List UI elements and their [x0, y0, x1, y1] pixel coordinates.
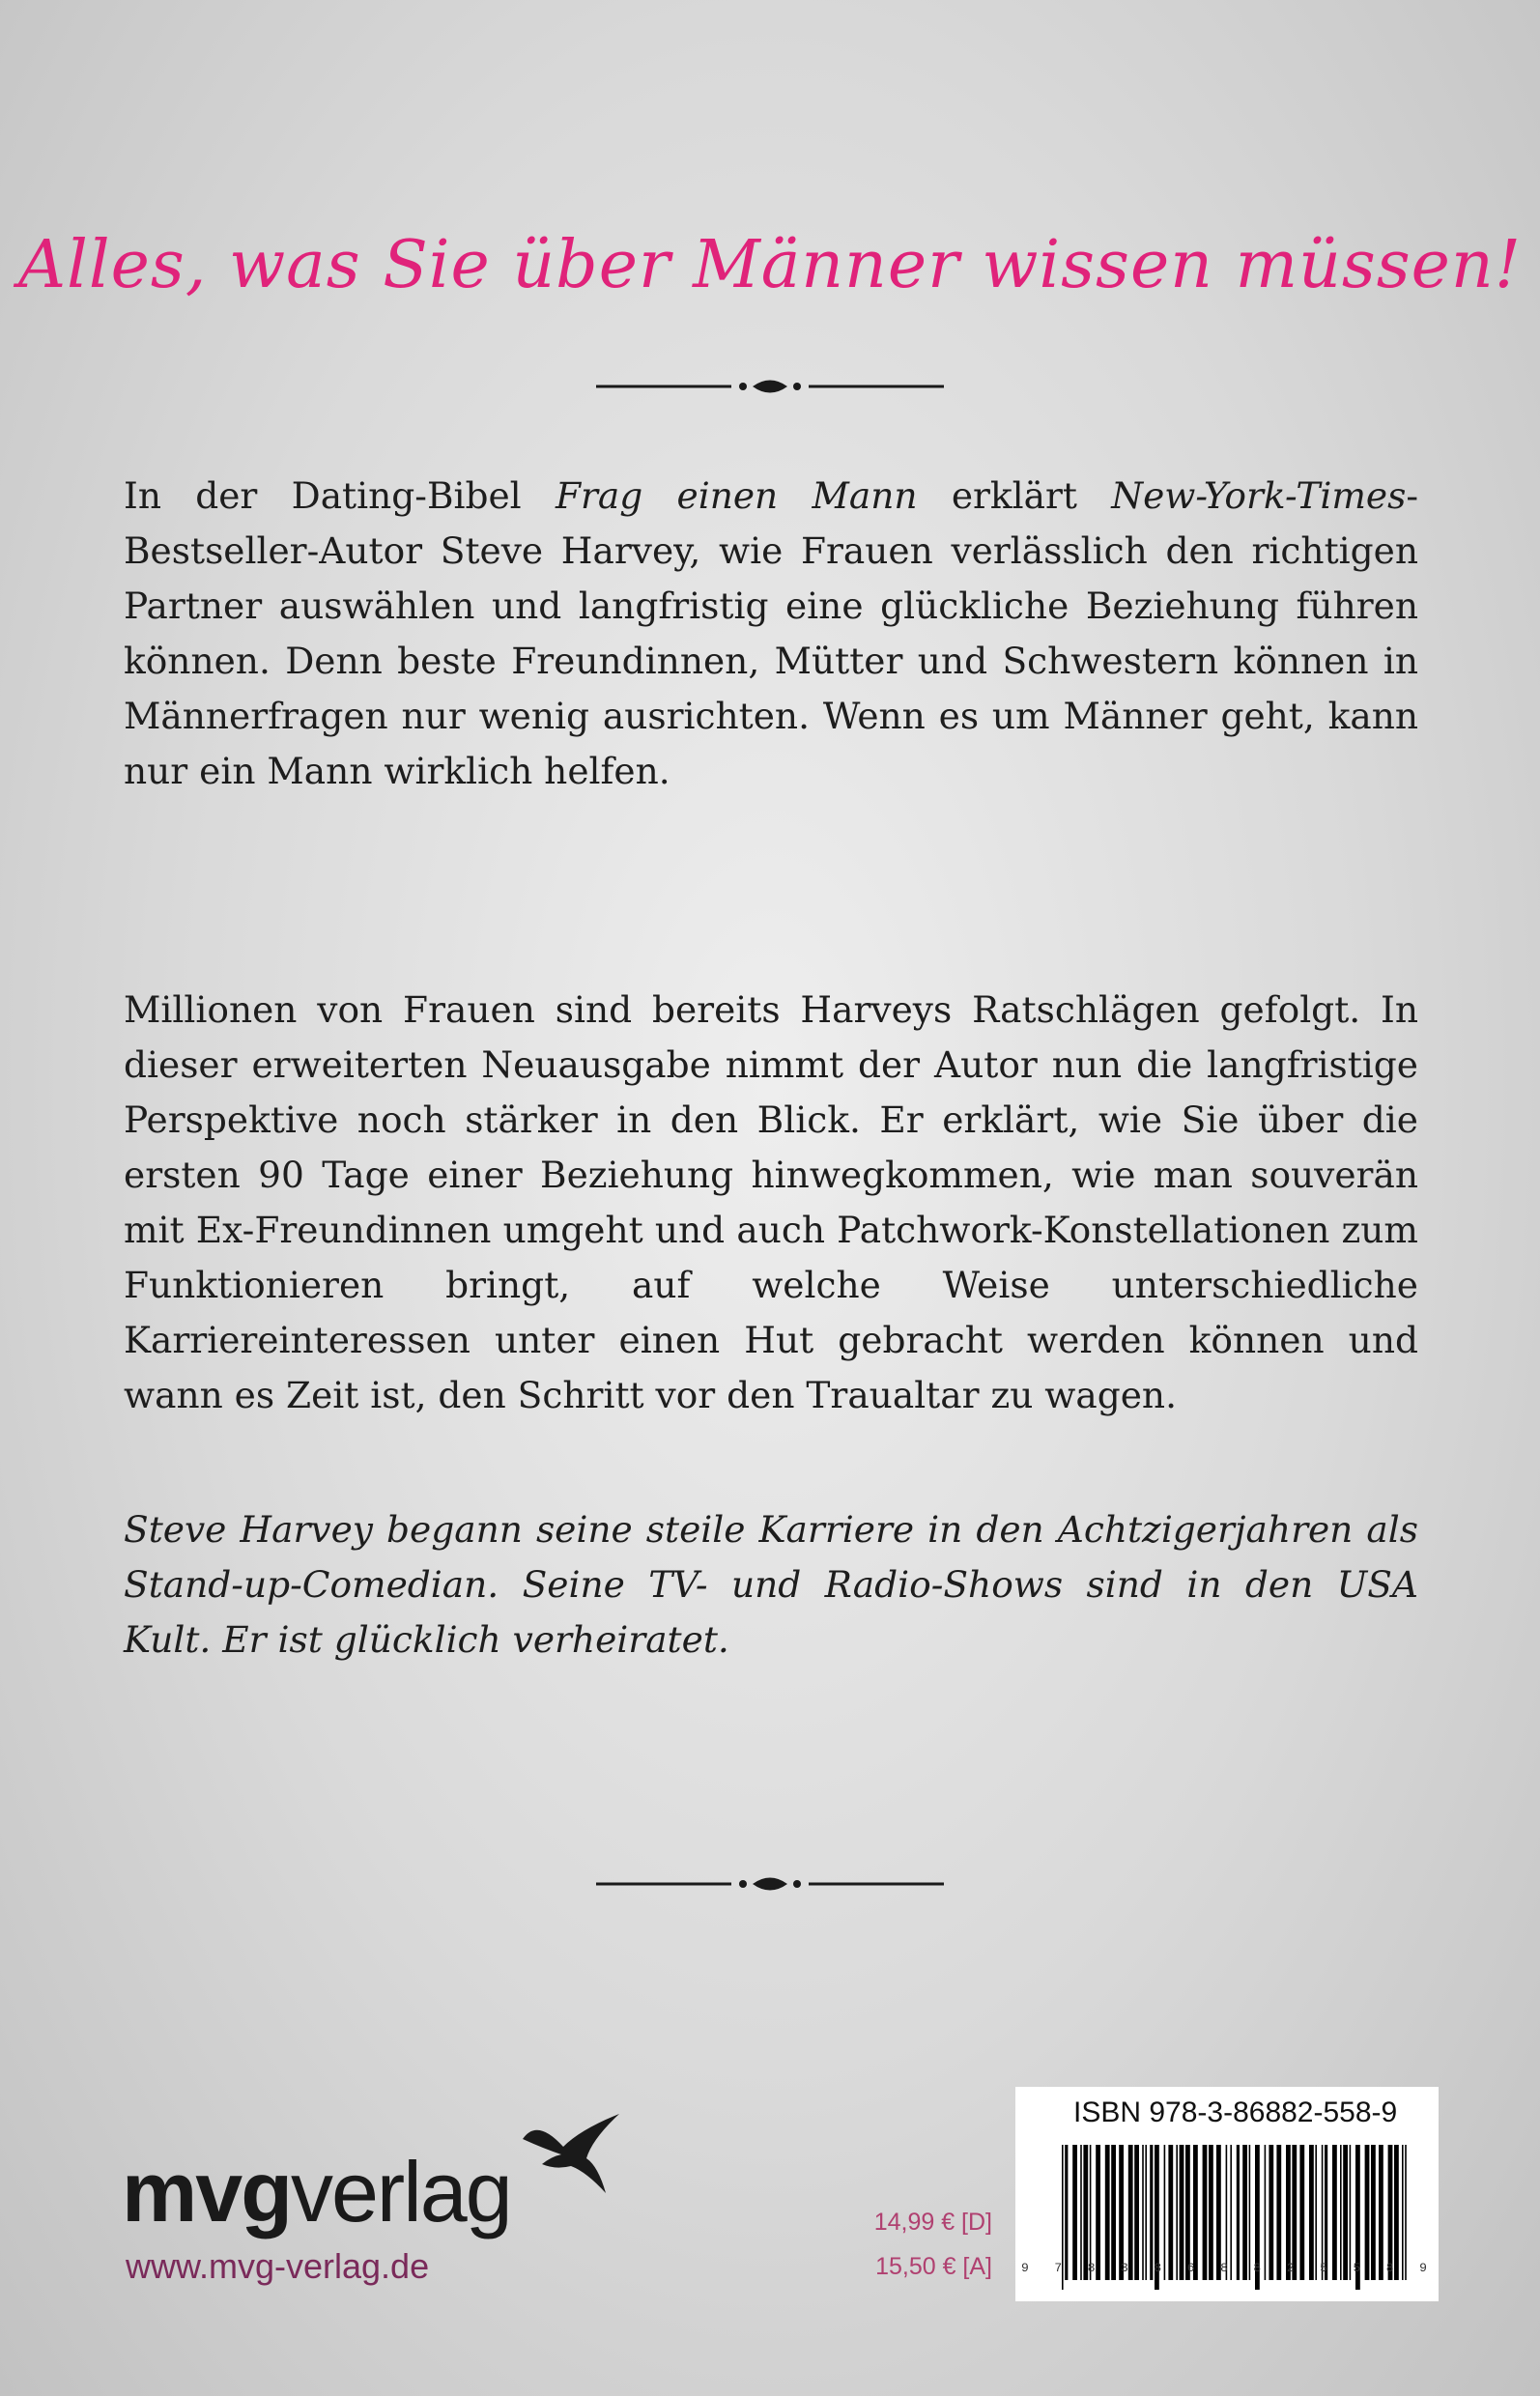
- barcode-bar: [1119, 2145, 1124, 2280]
- publisher-logo-text: mvgverlag: [122, 2144, 511, 2239]
- barcode-bar: [1185, 2145, 1190, 2280]
- price-germany: 14,99 € [D]: [873, 2209, 992, 2236]
- barcode-digit: 2: [1286, 2261, 1295, 2275]
- barcode-bar: [1080, 2145, 1082, 2280]
- barcode-bar: [1276, 2145, 1281, 2280]
- barcode-bar: [1150, 2145, 1153, 2280]
- barcode-bar: [1394, 2145, 1399, 2280]
- barcode-box: [1015, 2087, 1439, 2301]
- barcode-bar: [1083, 2145, 1088, 2280]
- barcode-bar: [1315, 2145, 1317, 2280]
- barcode-bar: [1193, 2145, 1198, 2280]
- barcode-bar: [1343, 2145, 1348, 2280]
- barcode-digit: 5: [1353, 2261, 1361, 2275]
- barcode-bar: [1309, 2145, 1314, 2280]
- book-title: Frag einen Mann: [555, 474, 918, 517]
- barcode-bar: [1072, 2145, 1077, 2280]
- barcode-bar: [1145, 2145, 1147, 2280]
- barcode-bar: [1322, 2145, 1324, 2280]
- barcode-bar: [1134, 2145, 1139, 2280]
- barcode-bar: [1242, 2145, 1247, 2280]
- barcode-bar: [1230, 2145, 1232, 2280]
- barcode-bar: [1286, 2145, 1291, 2280]
- barcode-bar: [1203, 2145, 1208, 2280]
- barcode-bar: [1226, 2145, 1228, 2280]
- barcode-bar: [1128, 2145, 1133, 2280]
- barcode-digit: 8: [1253, 2261, 1262, 2275]
- price-austria: 15,50 € [A]: [875, 2253, 992, 2280]
- description-paragraph: Millionen von Frauen sind bereits Harveys Ratschlägen gefolgt. In dieser erweiterten Neuausgabe nimmt der Autor nun die langfristige Perspektive noch stärker in den Blick. Er erklärt, wie Sie über die ersten 90 Tage einer Beziehung hinwegkommen, wie man souverän mit Ex-Freundinnen umgeht und auch Patchwork-Konstellationen zum Funktionieren bringt, auf welche Weise unterschiedliche Karriereinteressen unter einen Hut gebracht werden können und wann es Zeit ist, den Schritt vor den Traualtar zu wagen.: [124, 988, 1418, 1416]
- author-bio-paragraph: Steve Harvey begann seine steile Karriere in den Achtzigerjahren als Stand-up-Comedian. Seine TV- und Radio-Shows sind in den USA Kult. Er ist glücklich verheiratet.: [124, 1508, 1418, 1661]
- tagline: Alles, was Sie über Männer wissen müssen!: [17, 227, 1523, 303]
- barcode-bar: [1176, 2145, 1178, 2280]
- barcode-bar: [1299, 2145, 1304, 2280]
- barcode-bar: [1168, 2145, 1173, 2280]
- barcode-bar: [1249, 2145, 1251, 2280]
- barcode-bar: [1105, 2145, 1110, 2280]
- barcode-bar: [1265, 2145, 1267, 2280]
- price-block: [857, 2200, 992, 2289]
- barcode-bar: [1365, 2145, 1370, 2280]
- barcode-digit: 8: [1385, 2261, 1394, 2275]
- barcode-digit: 6: [1186, 2261, 1195, 2275]
- isbn-label: ISBN 978-3-86882-558-9: [1073, 2096, 1398, 2128]
- barcode-bar: [1405, 2145, 1407, 2280]
- barcode-digit: 3: [1121, 2261, 1128, 2275]
- barcode-bar: [1379, 2145, 1383, 2280]
- barcode-bar: [1237, 2145, 1240, 2280]
- newspaper-name: New-York-Times: [1111, 474, 1407, 517]
- barcode-bar: [1269, 2145, 1273, 2280]
- barcode-bar: [1325, 2145, 1327, 2280]
- barcode-bar: [1180, 2145, 1184, 2280]
- barcode-digits: [1021, 2261, 1427, 2275]
- barcode-digit: 8: [1154, 2261, 1162, 2275]
- barcode-bar: [1402, 2145, 1404, 2280]
- barcode-bar: [1142, 2145, 1144, 2280]
- publisher-logo: [122, 2145, 605, 2241]
- barcode-digit: 5: [1320, 2261, 1327, 2275]
- barcode-bar: [1209, 2145, 1213, 2280]
- barcode-bar: [1340, 2145, 1342, 2280]
- barcode-bar: [1065, 2145, 1068, 2280]
- barcode-digit: 9: [1419, 2261, 1427, 2275]
- ornament-divider-top: [596, 372, 944, 401]
- barcode-digit: 8: [1220, 2261, 1228, 2275]
- barcode-digit: 8: [1087, 2261, 1096, 2275]
- barcode-digit: 9: [1021, 2261, 1029, 2275]
- barcode-bar: [1292, 2145, 1297, 2280]
- barcode-bar: [1385, 2145, 1394, 2280]
- publisher-website: www.mvg-verlag.de: [126, 2246, 430, 2286]
- barcode-digit: 7: [1054, 2261, 1063, 2275]
- barcode-bar: [1216, 2145, 1221, 2280]
- hummingbird-icon: [513, 2110, 629, 2197]
- barcode-bar: [1111, 2145, 1116, 2280]
- barcode-bar: [1164, 2145, 1166, 2280]
- barcode-bar: [1332, 2145, 1337, 2280]
- intro-paragraph: In der Dating-Bibel Frag einen Mann erklärt New-York-Times-Bestseller-Autor Steve Harvey, wie Frauen verlässlich den richtigen Partner auswählen und langfristig eine glückliche Beziehung führen können. Denn beste Freundinnen, Mütter und Schwestern können in Männerfragen nur wenig ausrichten. Wenn es um Männer geht, kann nur ein Mann wirklich helfen.: [124, 474, 1419, 792]
- barcode-bar: [1090, 2145, 1092, 2280]
- ornament-divider-bottom: [596, 1869, 944, 1898]
- barcode-bar: [1371, 2145, 1376, 2280]
- barcode-bar: [1096, 2145, 1100, 2280]
- barcode-bar: [1350, 2145, 1352, 2280]
